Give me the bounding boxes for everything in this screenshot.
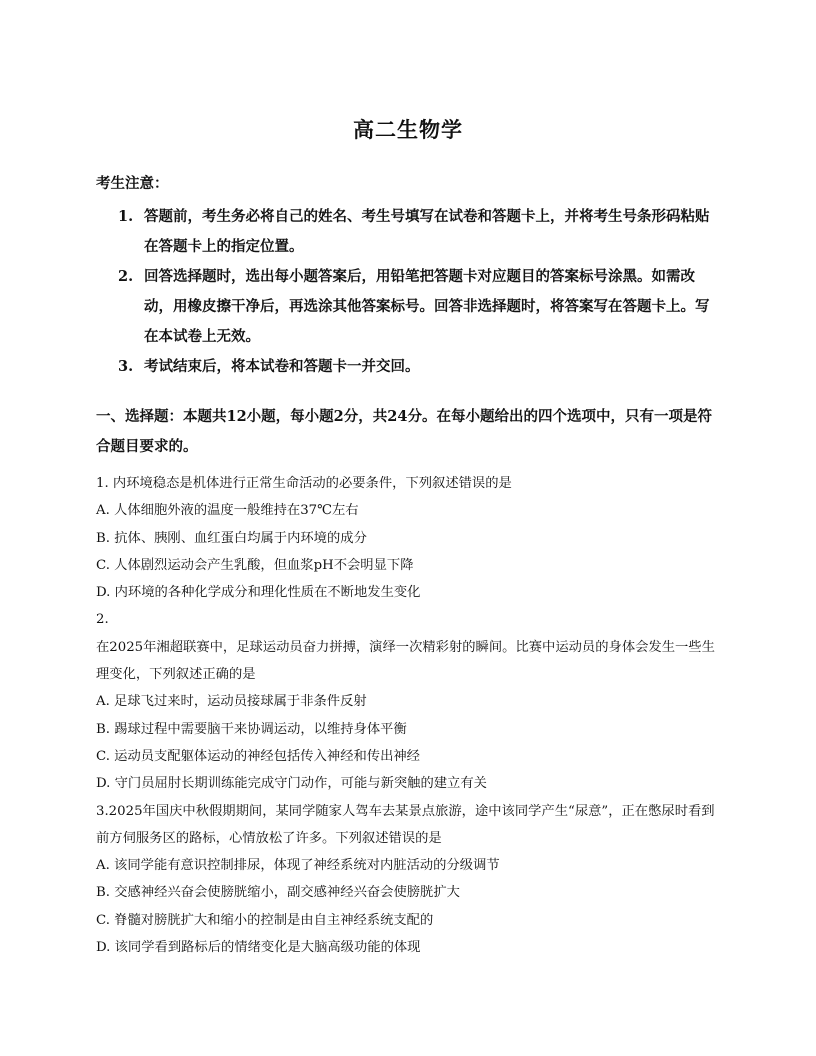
notice-item [96, 202, 716, 262]
question-stem: 1. 内环境稳态是机体进行正常生命活动的必要条件，下列叙述错误的是 [96, 476, 512, 491]
notice-item [96, 262, 716, 352]
option-b: B. 踢球过程中需要脑干来协调运动，以维持身体平衡 [96, 721, 407, 737]
notice-item-number: 2. [118, 268, 134, 285]
notice-item-text: 回答选择题时，选出每小题答案后，用铅笔把答题卡对应题目的答案标号涂黑。如需改动，用橡皮擦干净后，再选涂其他答案标号。回答非选择题时，将答案写在答题卡上。写在本试卷上无效。 [144, 268, 710, 345]
option-b: B. 交感神经兴奋会使膀胱缩小，副交感神经兴奋会使膀胱扩大 [96, 885, 460, 901]
notice-item-number: 3. [118, 358, 134, 375]
notice-item [96, 352, 716, 382]
option-c: C. 人体剧烈运动会产生乳酸，但血浆pH不会明显下降 [96, 557, 414, 573]
option-d: D. 守门员屈肘长期训练能完成守门动作，可能与新突触的建立有关 [96, 776, 487, 792]
option-c: C. 运动员支配躯体运动的神经包括传入神经和传出神经 [96, 748, 420, 764]
option-d: D. 该同学看到路标后的情绪变化是大脑高级功能的体现 [96, 940, 421, 956]
page-title: 高二生物学 [353, 117, 463, 142]
notice-item-text: 考试结束后，将本试卷和答题卡一并交回。 [144, 358, 420, 375]
option-a: A. 该同学能有意识控制排尿，体现了神经系统对内脏活动的分级调节 [96, 858, 500, 874]
notice-item-text: 答题前，考生务必将自己的姓名、考生号填写在试卷和答题卡上，并将考生号条形码粘贴在答题卡上的指定位置。 [144, 208, 710, 255]
option-d: D. 内环境的各种化学成分和理化性质在不断地发生变化 [96, 585, 421, 601]
option-a: A. 人体细胞外液的温度一般维持在37℃左右 [96, 503, 359, 519]
notice-item-number: 1. [118, 208, 134, 225]
notice-list [96, 202, 716, 382]
notice-heading: 考生注意： [96, 175, 169, 192]
option-a: A. 足球飞过来时，运动员接球属于非条件反射 [96, 694, 367, 710]
question-stem: 3.2025年国庆中秋假期期间，某同学随家人驾车去某景点旅游，途中该同学产生“尿意”，正在憋尿时看到前方伺服务区的路标，心情放松了许多。下列叙述错误的是 [96, 803, 715, 846]
question-list [96, 470, 718, 961]
question-number: 2. [96, 612, 109, 628]
option-c: C. 脊髓对膀胱扩大和缩小的控制是由自主神经系统支配的 [96, 912, 434, 928]
question-stem: 在2025年湘超联赛中，足球运动员奋力拼搏，演绎一次精彩射的瞬间。比赛中运动员的身体会发生一些生理变化，下列叙述正确的是 [96, 639, 715, 683]
section-heading: 一、选择题：本题共12小题，每小题2分，共24分。在每小题给出的四个选项中，只有一项是符合题目要求的。 [96, 408, 712, 455]
option-b: B. 抗体、胰刚、血红蛋白均属于内环境的成分 [96, 530, 367, 546]
